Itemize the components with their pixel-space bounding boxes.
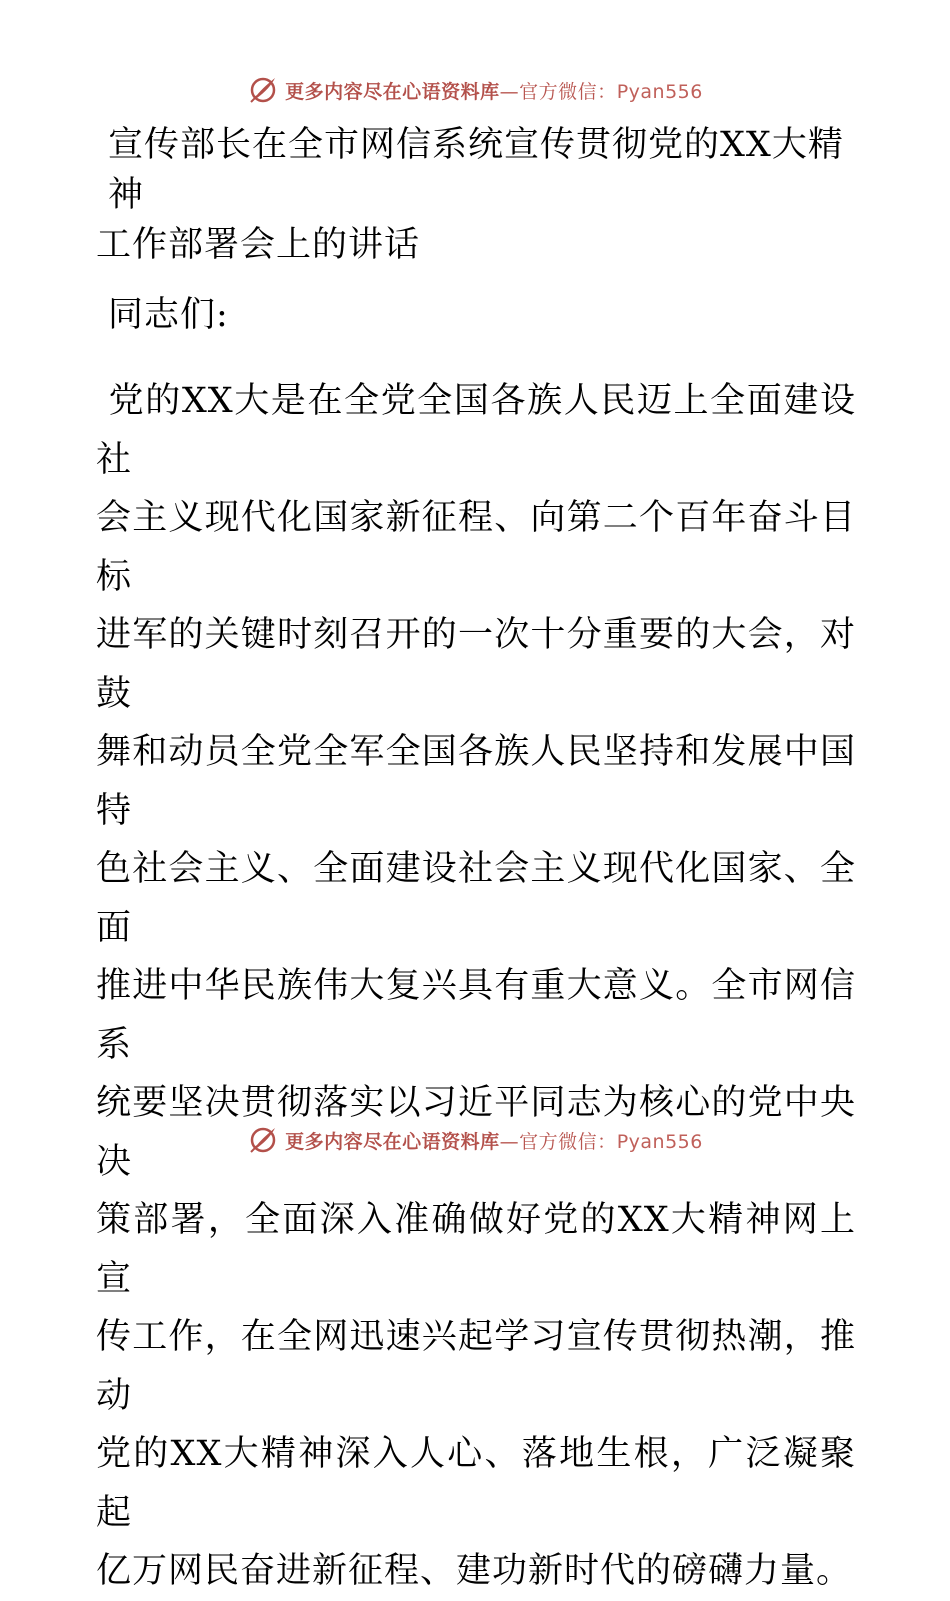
- watermark-label: 官方微信：: [519, 80, 617, 103]
- header-watermark: [0, 70, 950, 110]
- paragraph-line: 会主义现代化国家新征程、向第二个百年奋斗目标: [96, 498, 856, 597]
- paragraph: [96, 372, 856, 1601]
- watermark-main-text: 更多内容尽在心语资料库: [285, 1130, 500, 1153]
- watermark-label: 官方微信：: [519, 1130, 617, 1153]
- paragraph-line: 党的XX大是在全党全国各族人民迈上全面建设社: [96, 381, 856, 480]
- quill-logo-icon: [247, 1124, 279, 1156]
- watermark-handle: Pyan556: [616, 1130, 703, 1153]
- salutation: 同志们:: [108, 295, 229, 335]
- title-line-1: 宣传部长在全市网信系统宣传贯彻党的XX大精神: [108, 125, 844, 215]
- document-title: [96, 120, 856, 270]
- watermark-handle: Pyan556: [616, 80, 703, 103]
- watermark-dash: —: [499, 1130, 520, 1153]
- paragraph-line: 色社会主义、全面建设社会主义现代化国家、全面: [96, 849, 856, 948]
- watermark-main-text: 更多内容尽在心语资料库: [285, 80, 500, 103]
- paragraph-line: 进军的关键时刻召开的一次十分重要的大会，对鼓: [96, 615, 856, 714]
- quill-logo-icon: [247, 74, 279, 106]
- watermark-dash: —: [499, 80, 520, 103]
- paragraph-line: 传工作，在全网迅速兴起学习宣传贯彻热潮，推动: [96, 1317, 856, 1416]
- footer-watermark: [0, 1120, 950, 1160]
- paragraph-line: 亿万网民奋进新征程、建功新时代的磅礴力量。: [96, 1551, 853, 1591]
- paragraph-line: 推进中华民族伟大复兴具有重大意义。全市网信系: [96, 966, 856, 1065]
- paragraph-line: 舞和动员全党全军全国各族人民坚持和发展中国特: [96, 732, 856, 831]
- paragraph-line: 统要坚决贯彻落实以习近平同志为核心的党中央决: [96, 1083, 856, 1182]
- paragraph-line: 策部署，全面深入准确做好党的XX大精神网上宣: [96, 1200, 856, 1299]
- document-body: [96, 120, 856, 1601]
- title-line-2: 工作部署会上的讲话: [96, 225, 421, 265]
- paragraph-line: 党的XX大精神深入人心、落地生根，广泛凝聚起: [96, 1434, 856, 1533]
